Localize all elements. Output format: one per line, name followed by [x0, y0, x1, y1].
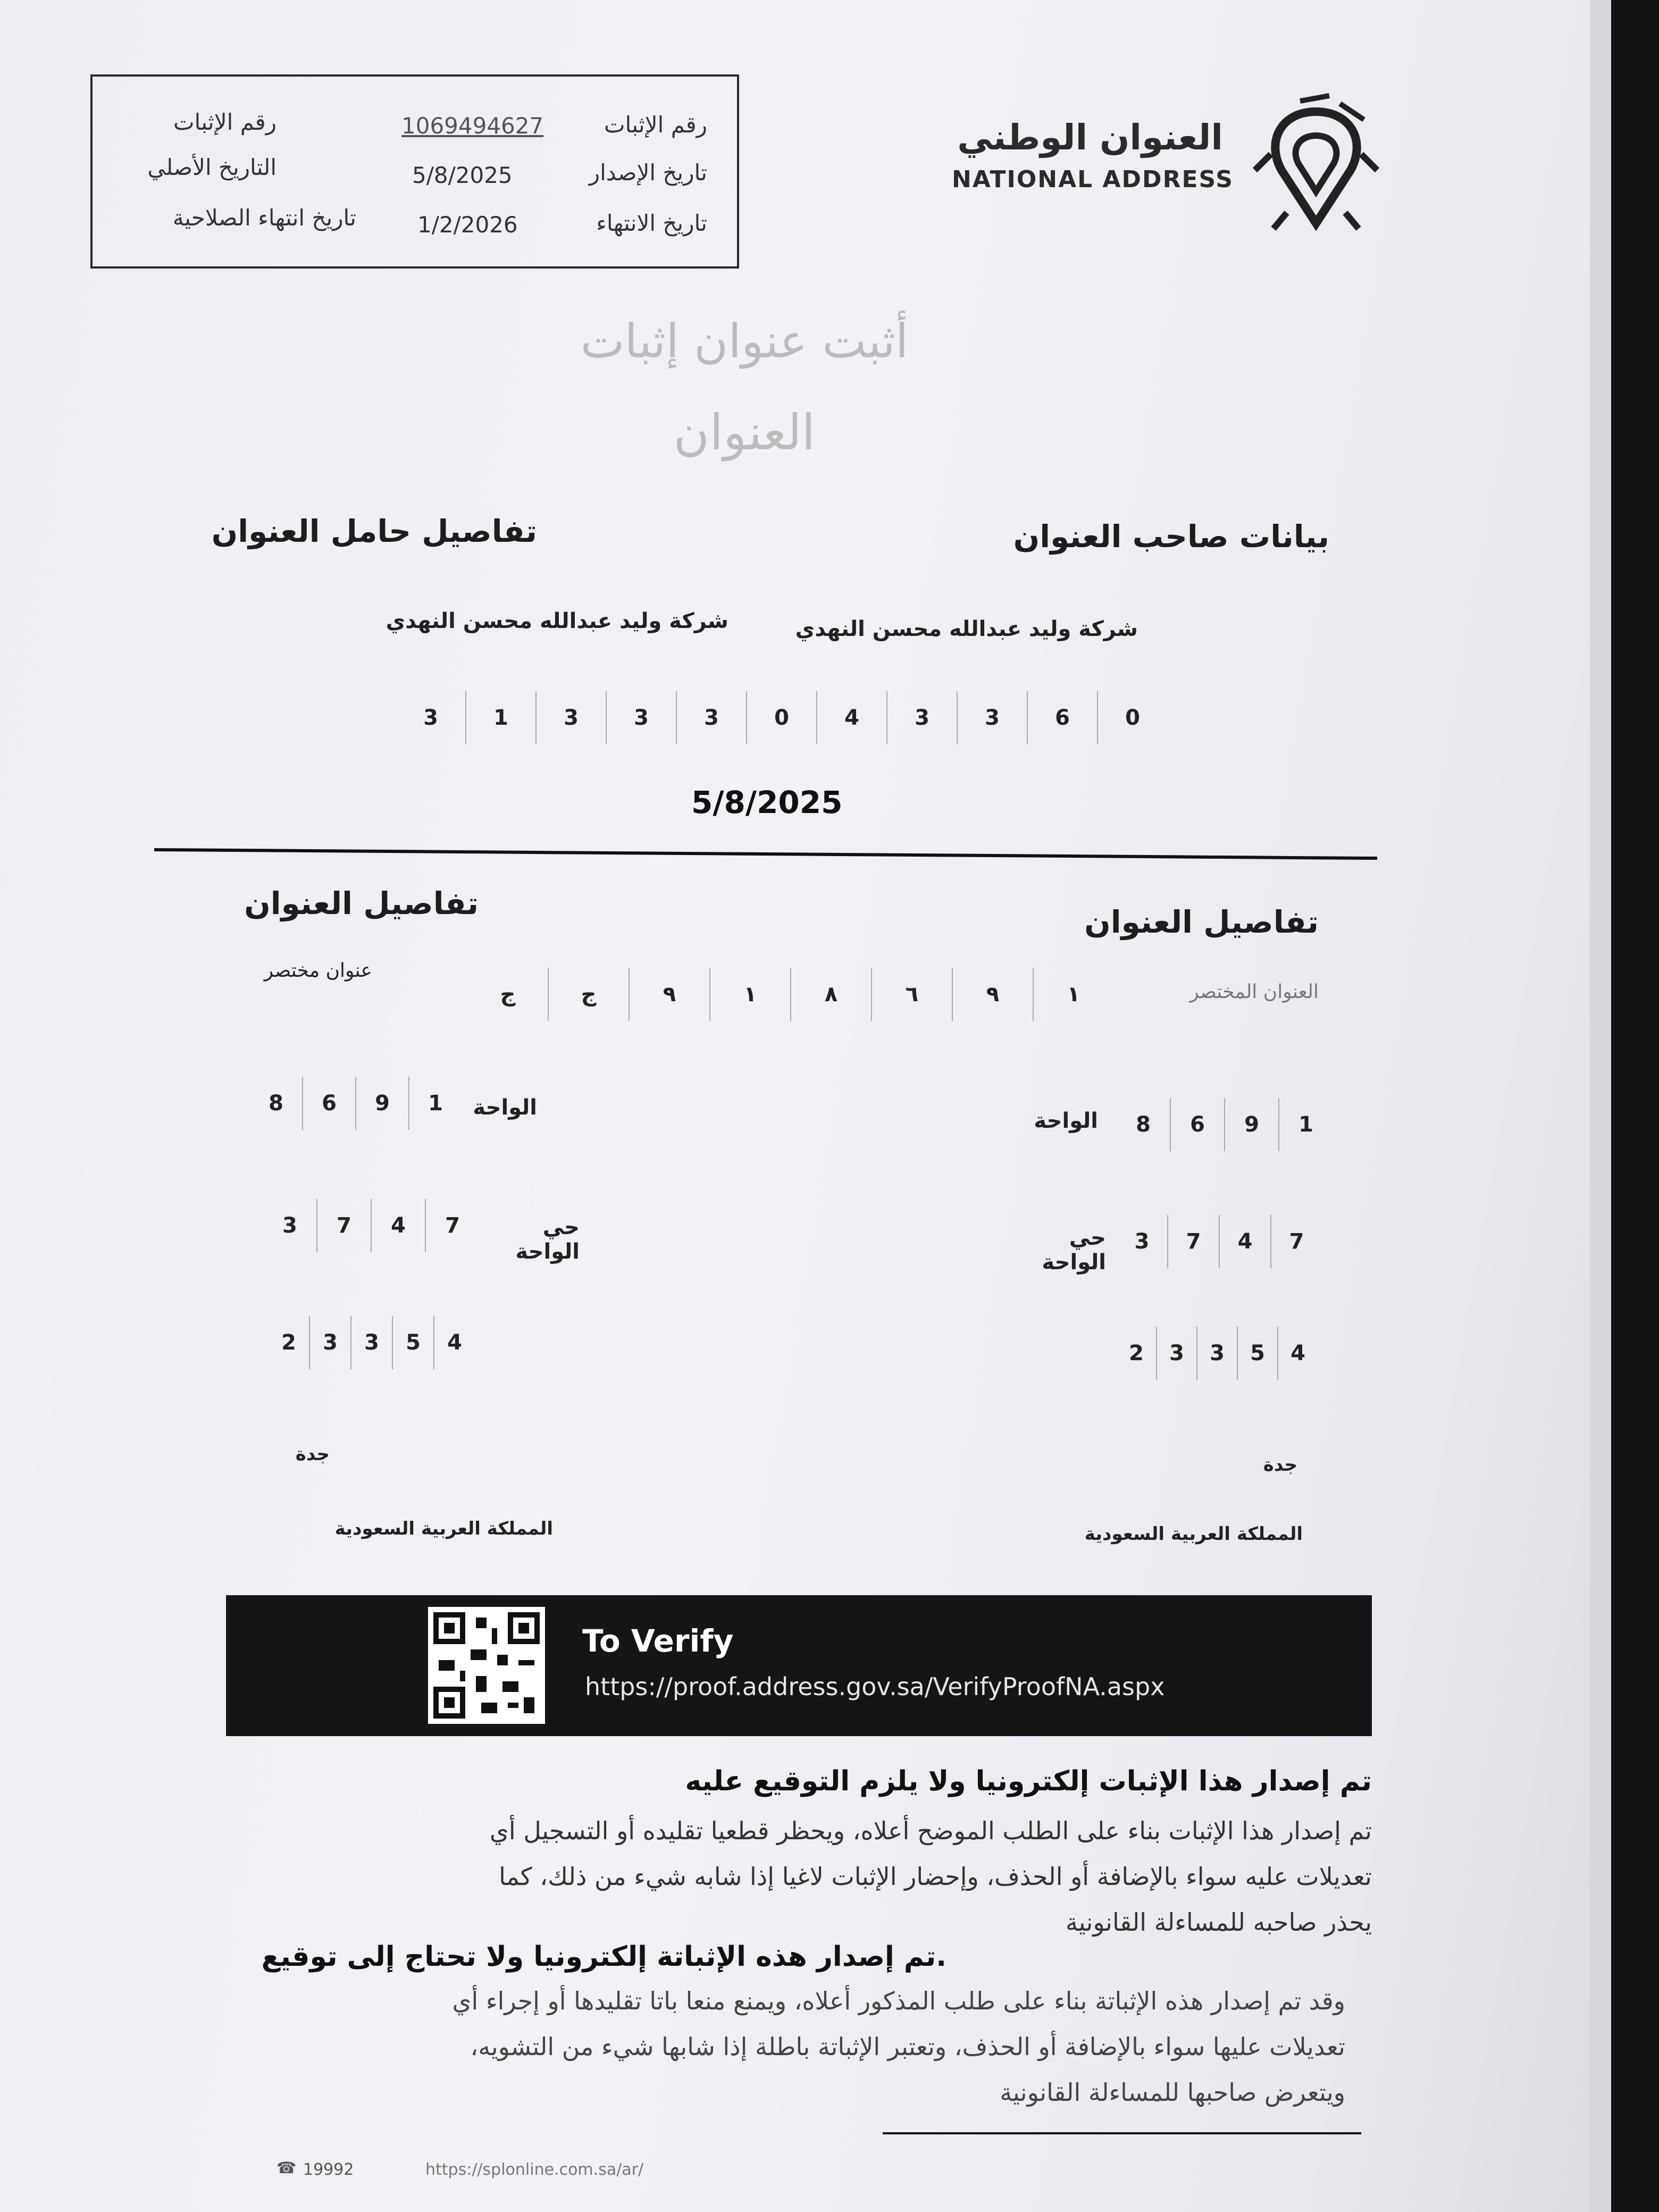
digit-cell: 9 [1244, 1112, 1259, 1137]
proof-number-label: رقم الإثبات [604, 112, 707, 138]
verify-banner [226, 1595, 1372, 1736]
holder-section-title: تفاصيل حامل العنوان [211, 513, 537, 549]
oasis-label-right: الواحة [1034, 1109, 1098, 1133]
city-left: جدة [295, 1444, 330, 1465]
digit-cell: 6 [1190, 1112, 1205, 1137]
digit-cell: 4 [391, 1213, 406, 1238]
footer-url[interactable]: https://splonline.com.sa/ar/ [425, 2160, 644, 2179]
digit-cell: 6 [322, 1091, 337, 1116]
digit-cell: 1 [1298, 1112, 1313, 1137]
digit-cell: 3 [915, 706, 929, 730]
digit-cell: 2 [1129, 1341, 1144, 1365]
digit-cell: 3 [282, 1213, 297, 1238]
oasis-digits-left [250, 1074, 462, 1133]
digit-cell: 3 [634, 706, 649, 730]
owner-name: شركة وليد عبدالله محسن النهدي [795, 617, 1138, 641]
short-address-label-left: عنوان مختصر [264, 960, 372, 982]
digit-cell: ١ [1067, 982, 1080, 1007]
logo-text-arabic: العنوان الوطني [957, 117, 1223, 158]
digit-cell: 3 [1210, 1341, 1225, 1365]
footer-line [883, 2132, 1361, 2134]
verify-title: To Verify [582, 1623, 734, 1659]
city-right: جدة [1263, 1454, 1297, 1476]
digit-cell: 5 [406, 1330, 421, 1355]
short-address-digits [468, 965, 1113, 1024]
digit-cell: 3 [985, 706, 1000, 730]
district-digits-left [263, 1196, 479, 1255]
digit-cell: ٦ [905, 982, 919, 1007]
digit-cell: 7 [337, 1213, 351, 1238]
digit-cell: 6 [1055, 706, 1070, 730]
footer-phone: 19992 [303, 2160, 354, 2179]
national-address-logo-icon [1250, 90, 1382, 245]
address-section-title-left: تفاصيل العنوان [244, 885, 479, 921]
digit-cell: 4 [1237, 1229, 1253, 1254]
notice-line: وقد تم إصدار هذه الإثباتة بناء على طلب المذكور أعلاه، ويمنع منعا باتا تقليدها أو إجراء أي [452, 1987, 1345, 2015]
digit-cell: 3 [1134, 1229, 1150, 1254]
digit-cell: 3 [323, 1330, 338, 1355]
oasis-label-left: الواحة [473, 1095, 537, 1120]
district-label-left: حي الواحة [515, 1215, 580, 1264]
notice-line: تعديلات عليها سواء بالإضافة أو الحذف، وتعتبر الإثباتة باطلة إذا شابها شيء من التشويه، [470, 2032, 1345, 2061]
digit-cell: 3 [564, 706, 579, 730]
digit-cell: 7 [445, 1213, 460, 1238]
notice-line: ويتعرض صاحبها للمساءلة القانونية [1000, 2078, 1345, 2107]
proof-number-label-alt: رقم الإثبات [173, 109, 276, 135]
proof-number: 1069494627 [401, 113, 544, 139]
digit-cell: 3 [423, 706, 438, 730]
country-left: المملكة العربية السعودية [334, 1518, 553, 1539]
district-label-right: حي الواحة [1042, 1226, 1106, 1275]
qr-code-icon[interactable] [428, 1607, 545, 1724]
notice-line: تعديلات عليه سواء بالإضافة أو الحذف، وإحضار الإثبات لاغيا إذا شابه شيء من ذلك، كما [499, 1862, 1372, 1891]
postal-digits-left [269, 1313, 475, 1372]
issue-date: 5/8/2025 [412, 162, 513, 188]
footer-phone-icon: ☎ [276, 2159, 297, 2177]
notice-line: تم إصدار هذا الإثبات بناء على الطلب الموضح أعلاه، ويحظر قطعيا تقليده أو التسجيل أي [489, 1816, 1372, 1845]
digit-cell: 0 [774, 706, 789, 730]
digit-cell: 4 [447, 1330, 462, 1355]
digit-cell: ج [581, 982, 597, 1007]
digit-cell: 3 [1169, 1341, 1184, 1365]
digit-cell: ٩ [986, 982, 1000, 1007]
short-address-label-right: العنوان المختصر [1189, 981, 1319, 1003]
digit-cell: 8 [269, 1091, 283, 1116]
notice-line: يحذر صاحبه للمساءلة القانونية [1066, 1908, 1372, 1937]
digit-cell: ١ [743, 982, 757, 1007]
digit-cell: 4 [844, 706, 859, 730]
postal-digits-right [1117, 1324, 1318, 1382]
notice-paragraph-1 [266, 1808, 1372, 1945]
address-section-title-right: تفاصيل العنوان [1084, 904, 1319, 940]
digit-cell: 2 [281, 1330, 296, 1355]
digit-cell: ٩ [663, 982, 676, 1007]
digit-cell: 1 [428, 1091, 443, 1116]
digit-cell: 4 [1291, 1341, 1305, 1365]
holder-name: شركة وليد عبدالله محسن النهدي [386, 609, 728, 633]
owner-date: 5/8/2025 [691, 784, 843, 820]
proof-title-faded-1: أثبت عنوان إثبات [580, 314, 909, 368]
validity-end-label: تاريخ انتهاء الصلاحية [172, 205, 356, 231]
digit-cell: ج [500, 982, 516, 1007]
digit-cell: 3 [364, 1330, 379, 1355]
country-right: المملكة العربية السعودية [1084, 1523, 1303, 1545]
district-digits-right [1117, 1212, 1322, 1271]
proof-title-faded-2: العنوان [673, 404, 816, 461]
expiry-date-label: تاريخ الانتهاء [596, 210, 707, 236]
expiry-date: 1/2/2026 [417, 212, 518, 238]
notice-title-2: .تم إصدار هذه الإثباتة إلكترونيا ولا تحتاج إلى توقيع [261, 1941, 946, 1973]
notice-title-1: تم إصدار هذا الإثبات إلكترونيا ولا يلزم التوقيع عليه [685, 1765, 1372, 1797]
digit-cell: 3 [704, 706, 719, 730]
verify-link[interactable]: https://proof.address.gov.sa/VerifyProofNA.aspx [585, 1672, 1165, 1701]
original-date-label: التاريخ الأصلي [147, 154, 276, 180]
issue-date-label: تاريخ الإصدار [589, 160, 707, 186]
background-dark [1611, 0, 1659, 2212]
digit-cell: 7 [1186, 1229, 1201, 1254]
page-edge [1590, 0, 1611, 2212]
notice-paragraph-2 [255, 1978, 1345, 2115]
oasis-digits-right [1117, 1095, 1333, 1154]
digit-cell: 9 [375, 1091, 390, 1116]
owner-id-digits [396, 683, 1167, 752]
digit-cell: 1 [493, 706, 508, 730]
logo-text-english: NATIONAL ADDRESS [952, 166, 1234, 193]
owner-section-title: بيانات صاحب العنوان [1013, 518, 1329, 555]
digit-cell: 5 [1250, 1341, 1265, 1365]
digit-cell: 0 [1125, 706, 1140, 730]
digit-cell: 7 [1289, 1229, 1304, 1254]
digit-cell: ٨ [824, 982, 838, 1007]
digit-cell: 8 [1136, 1112, 1151, 1137]
